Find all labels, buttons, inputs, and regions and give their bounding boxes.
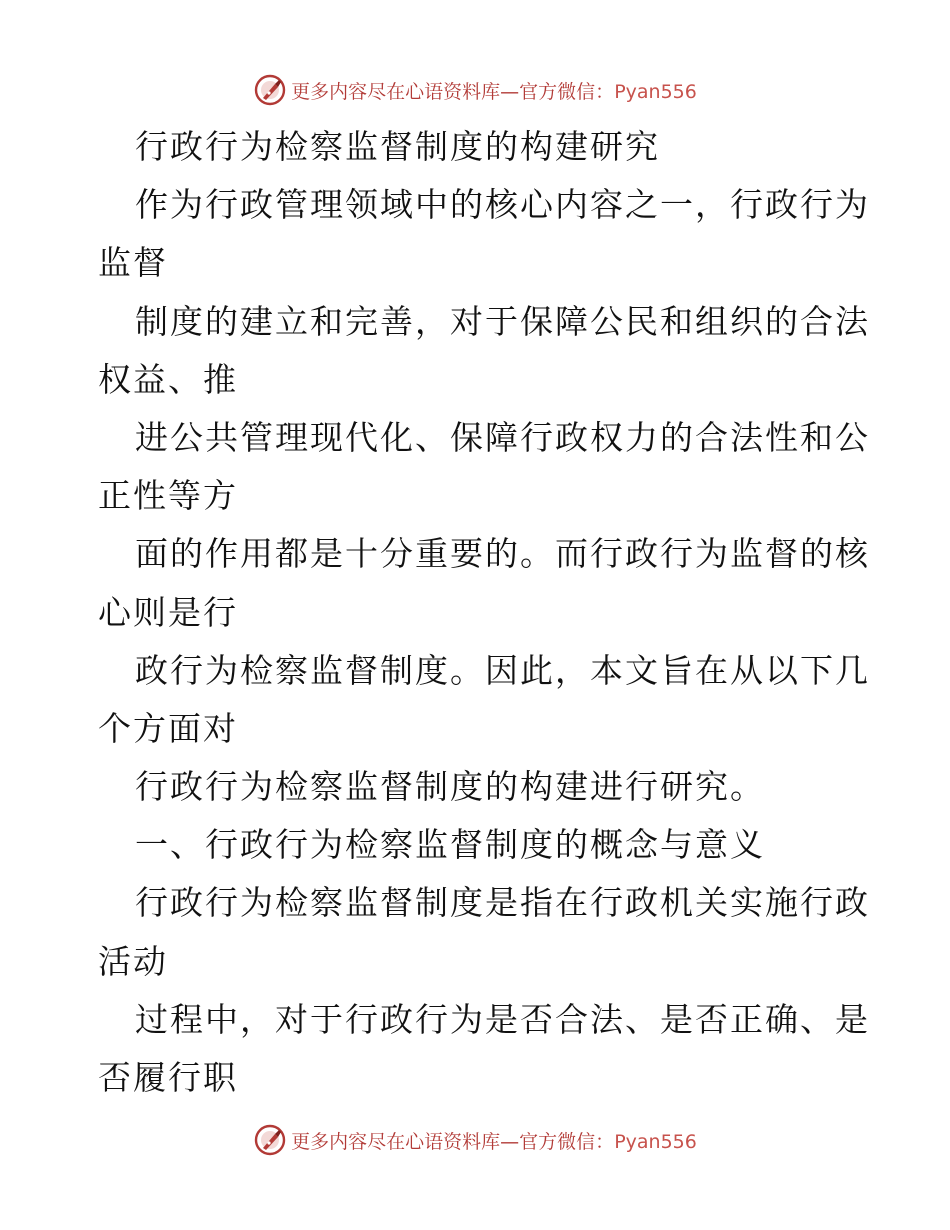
banner-content (253, 1123, 697, 1157)
document-body (98, 118, 870, 1107)
header-banner (0, 70, 950, 110)
text-line: 正性等方 (98, 476, 238, 516)
footer-banner (0, 1120, 950, 1160)
text-line: 行政行为检察监督制度的构建进行研究。 (135, 767, 765, 807)
banner-title: 更多内容尽在心语资料库 (291, 1130, 501, 1153)
text-line: 行政行为检察监督制度是指在行政机关实施行政 (135, 883, 870, 923)
text-line: 行政行为检察监督制度的构建研究 (135, 127, 660, 166)
text-line: 权益、推 (98, 359, 238, 399)
text-line: 作为行政管理领域中的核心内容之一，行政行为 (135, 185, 870, 225)
text-line: 制度的建立和完善，对于保障公民和组织的合法 (135, 301, 870, 341)
text-line: 面的作用都是十分重要的。而行政行为监督的核 (135, 534, 870, 574)
text-line: 心则是行 (98, 592, 238, 632)
banner-wechat-id: Pyan556 (614, 1130, 697, 1153)
text-line: 监督 (98, 243, 168, 283)
text-line: 一、行政行为检察监督制度的概念与意义 (135, 825, 765, 865)
text-line: 过程中，对于行政行为是否合法、是否正确、是 (135, 999, 870, 1039)
banner-title: 更多内容尽在心语资料库 (291, 80, 501, 103)
banner-text (291, 77, 697, 104)
banner-dash: — (500, 1130, 520, 1153)
pen-nib-logo-icon (253, 73, 287, 107)
banner-content (253, 73, 697, 107)
banner-dash: — (500, 80, 520, 103)
pen-nib-logo-icon (253, 1123, 287, 1157)
text-line: 个方面对 (98, 708, 238, 748)
banner-wechat-label: 官方微信： (519, 1130, 615, 1153)
text-line: 否履行职 (98, 1058, 238, 1097)
text-line: 活动 (98, 941, 168, 981)
banner-wechat-label: 官方微信： (519, 80, 615, 103)
banner-wechat-id: Pyan556 (614, 80, 697, 103)
banner-text (291, 1127, 697, 1154)
text-line: 政行为检察监督制度。因此，本文旨在从以下几 (135, 650, 870, 690)
text-line: 进公共管理现代化、保障行政权力的合法性和公 (135, 417, 870, 457)
